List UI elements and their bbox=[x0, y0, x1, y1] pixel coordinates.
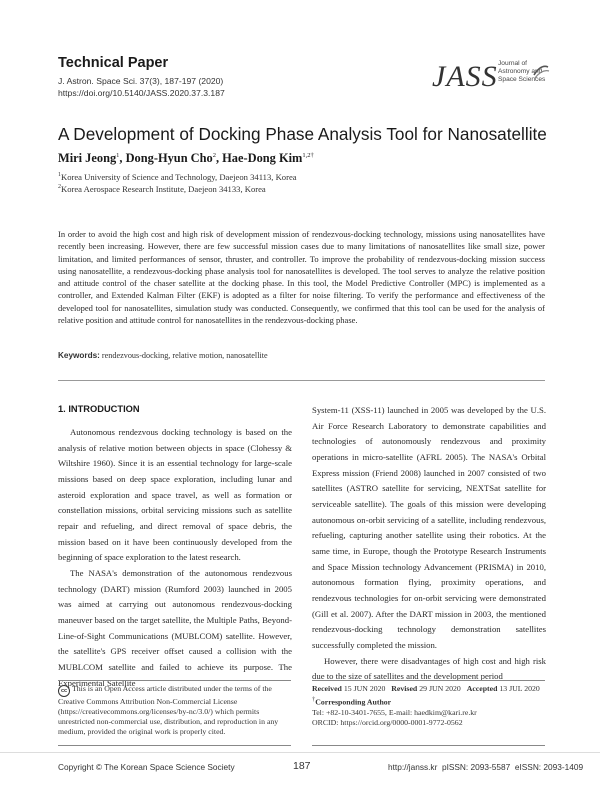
orcid[interactable]: ORCID: https://orcid.org/0000-0001-9772-0562 bbox=[312, 718, 463, 728]
corresponding-contact: Tel: +82-10-3401-7655, E-mail: haedkim@kari.re.kr bbox=[312, 707, 477, 717]
author-name: Hae-Dong Kim bbox=[222, 151, 303, 165]
journal-logo bbox=[432, 58, 550, 98]
keywords-label: Keywords: bbox=[58, 351, 100, 360]
paper-type: Technical Paper bbox=[58, 55, 169, 71]
footer-issn: http://janss.kr pISSN: 2093-5587 eISSN: 2093-1409 bbox=[388, 762, 584, 772]
body-column-left bbox=[58, 425, 292, 691]
journal-citation: J. Astron. Space Sci. 37(3), 187-197 (2020) bbox=[58, 76, 224, 86]
author-list: Miri Jeong$^1$, Dong-Hyun Cho$^2$, Hae-Dong Kim$^{1,2\dagger}$ bbox=[58, 151, 314, 165]
paragraph: The NASA's demonstration of the autonomous rendezvous technology (DART) mission (Rumford 2003) launched in 2005 was aimed at carrying out autonomous rendezvous-docking maneuver based on the target satellite, the Multiple Paths, Beyond-Line-of-Sight Communications (MUBLCOM) satellite. However, the satellite's GPS receiver offset caused a collision with the MUBLCOM satellite and failed to achieve its purpose. The Experimental Satellite bbox=[58, 567, 292, 688]
paragraph: System-11 (XSS-11) launched in 2005 was developed by the U.S. Air Force Research Laboratory to demonstrate capabilities and technologies of autonomously rendezvous and proximity operations in micro-satellite (AFRL 2005). The NASA's Orbital Express mission (Friend 2008) launched in 2007 consisted of two satellites (ASTRO satellite for servicing, NEXTSat satellite for serviceable satellite). The goals of this mission were developing autonomous on-orbit servicing of a satellite, including rendezvous, refueling, capturing another satellite using their robotics. At the same time, in Europe, though the Prototype Research Instruments and Space Mission technology Advancement (PRISMA) in 2010, autonomous formation flying, proximity operations, and rendezvous technologies for on-orbit servicing were demonstrated (Gill et al. 2007). After the DART mission in 2003, the mentioned rendezvous-docking technology demonstration satellites successfully completed the mission. bbox=[312, 405, 546, 650]
logo-swoosh-icon bbox=[532, 62, 550, 80]
keywords bbox=[58, 351, 268, 360]
author-name: Dong-Hyun Cho bbox=[125, 151, 213, 165]
license-notice bbox=[58, 684, 292, 737]
section-heading: 1. INTRODUCTION bbox=[58, 404, 140, 414]
paper-title: A Development of Docking Phase Analysis Tool for Nanosatellite bbox=[58, 124, 547, 144]
license-text: This is an Open Access article distributed under the terms of the Creative Commons Attribution Non-Commercial License (https://creativecommons.org/licenses/by-nc/3.0/) which permits unrestricted non-commercial use, distribution, and reproduction in any medium, provided the original work is properly cited. bbox=[58, 684, 279, 736]
author-name: Miri Jeong bbox=[58, 151, 117, 165]
divider bbox=[58, 380, 545, 381]
keywords-list: rendezvous-docking, relative motion, nanosatellite bbox=[101, 351, 268, 360]
creative-commons-icon: cc bbox=[58, 685, 70, 697]
footer-divider bbox=[0, 752, 600, 753]
paragraph: Autonomous rendezvous docking technology is based on the analysis of relative motion between objects in space (Clohessy & Wiltshire 1960). Since it is an essential technology for large-scale missions based on deep space exploration, including lunar and asteroid exploration and space travel, as well as formation or constellation missions, orbital servicing missions such as satellite repair and refueling, and direct removal of space debris, the mission based on it have been continuously developed from the beginning of space exploration to the latest research. bbox=[58, 427, 292, 563]
article-info bbox=[312, 684, 546, 729]
abstract: In order to avoid the high cost and high risk of development mission of rendezvous-docking technology, missions using nanosatellites have recently been increasing. However, there are few successful mission cases due to many limitations of nanosatellites like small size, power limitation, and limited performances of sensor, thruster, and controller. To improve the probability of rendezvous-docking mission success using nanosatellite, a rendezvous-docking phase analysis tool for nanosatellites is developed. The tool serves to analyze the relative position and attitude control of the chaser satellite at the docking phase. In this tool, the Model Predictive Controller (MPC) is implemented as a controller, and Extended Kalman Filter (EKF) is adopted as a filter for noise filtering. To verify the performance and effectiveness of the developed tool for nanosatellites, simulation study was conducted. Consequently, we confirmed that this tool can be used for the analysis of relative position and attitude control for nanosatellites in the rendezvous-docking phase. bbox=[58, 229, 545, 326]
page-number: 187 bbox=[293, 760, 311, 772]
logo-wordmark: JASS bbox=[432, 60, 498, 93]
paragraph: However, there were disadvantages of high cost and high risk due to the size of satellites and the development period bbox=[312, 655, 546, 682]
affiliation: $^2$Korea Aerospace Research Institute, Daejeon 34133, Korea bbox=[58, 184, 266, 194]
body-column-right bbox=[312, 403, 546, 685]
footer-copyright: Copyright © The Korean Space Science Society bbox=[58, 762, 235, 772]
journal-reference bbox=[58, 76, 225, 99]
doi-link[interactable]: https://doi.org/10.5140/JASS.2020.37.3.187 bbox=[58, 87, 225, 98]
corresponding-author-label: †Corresponding Author bbox=[312, 695, 392, 707]
logo-subtitle: Journal of Astronomy and Space Sciences bbox=[498, 60, 546, 83]
article-dates: Received 15 JUN 2020 Revised 29 JUN 2020 Accepted 13 JUL 2020 bbox=[312, 684, 540, 693]
affiliation: $^1$Korea University of Science and Technology, Daejeon 34113, Korea bbox=[58, 172, 297, 182]
